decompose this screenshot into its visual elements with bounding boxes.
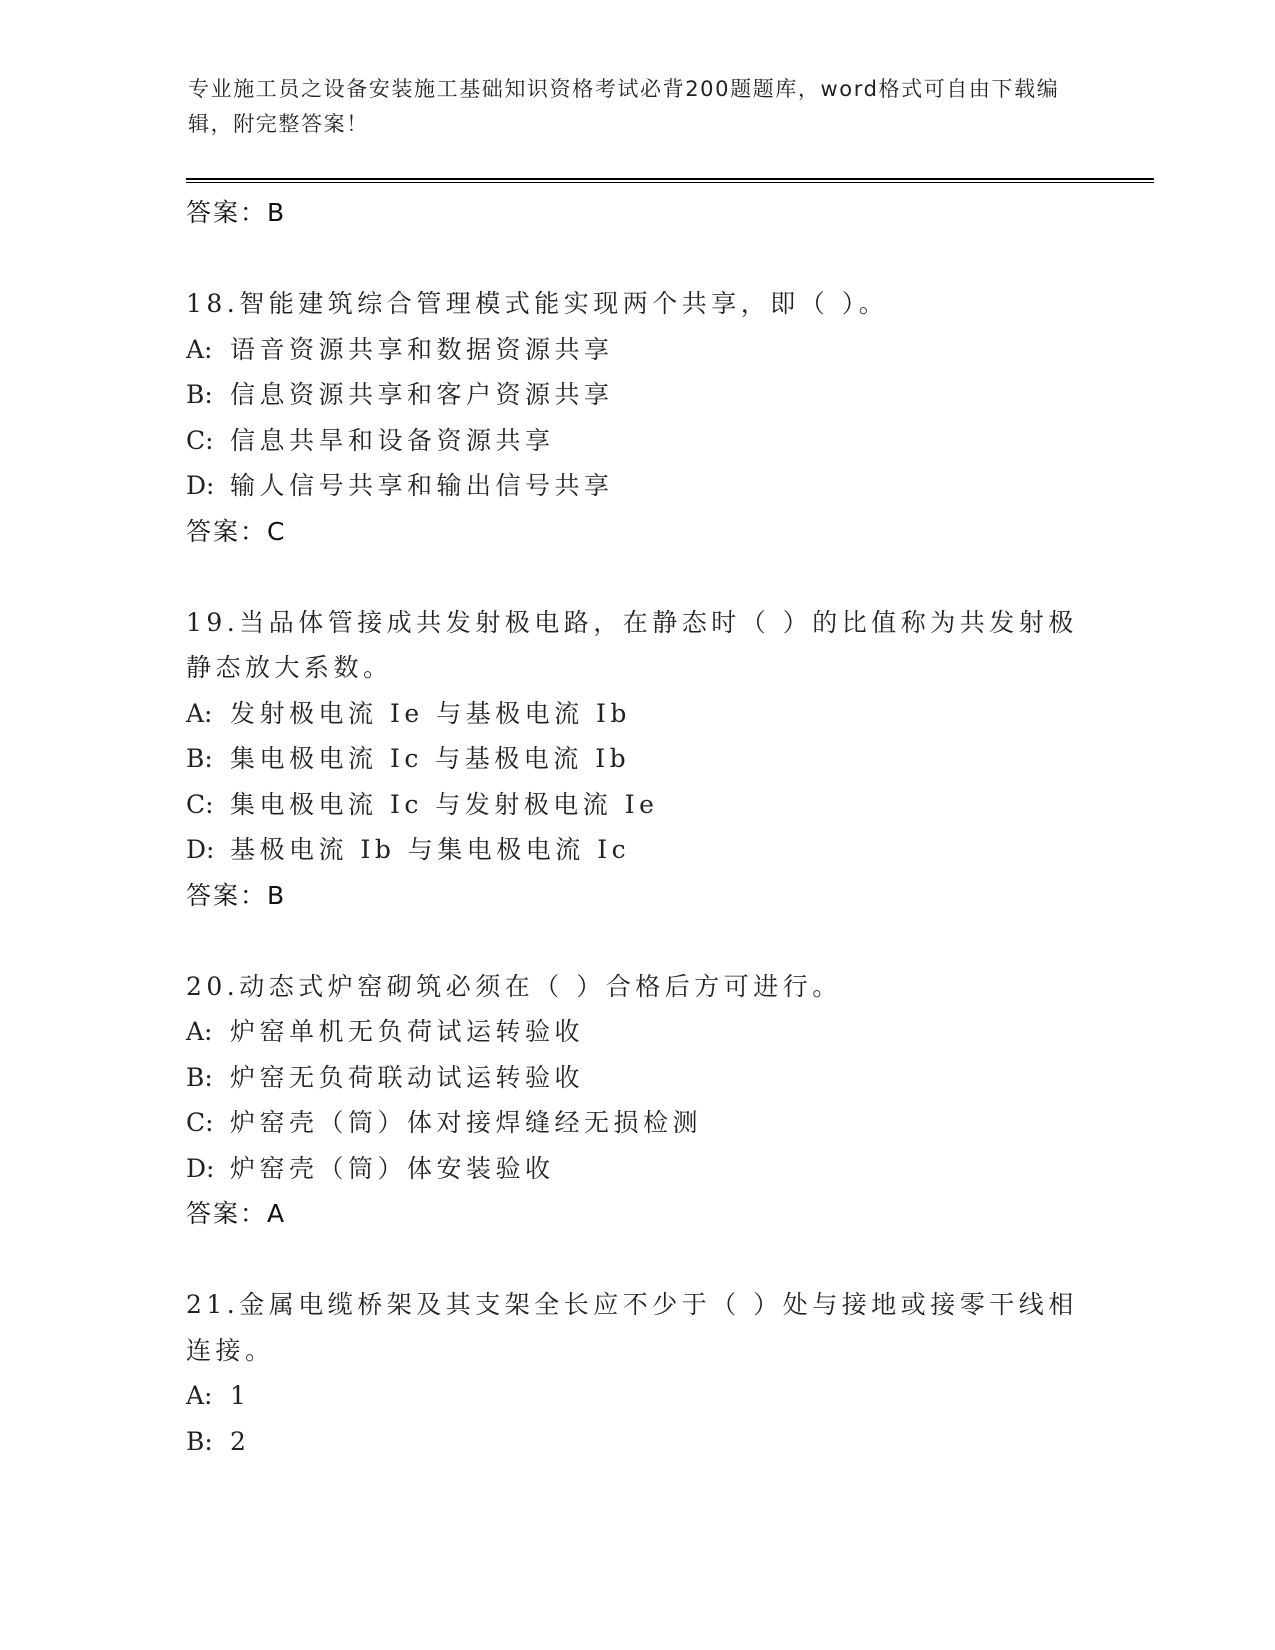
question-text: 20.动态式炉窑砌筑必须在（ ）合格后方可进行。 [186, 971, 842, 1001]
option-text: 集电极电流 Ic 与发射极电流 Ie [230, 789, 659, 819]
option-b [186, 736, 1086, 782]
option-text: 语音资源共享和数据资源共享 [230, 334, 614, 364]
question-text: 18.智能建筑综合管理模式能实现两个共享，即（ ）。 [186, 289, 889, 318]
option-label: A: [186, 1017, 213, 1046]
option-b [186, 1055, 1086, 1101]
option-text: 1 [230, 1381, 251, 1410]
option-b [186, 372, 1086, 418]
option-label: D: [186, 1153, 215, 1183]
question-item [186, 1282, 1086, 1464]
option-a [186, 691, 1086, 737]
option-text: 炉窑壳（筒）体安装验收 [230, 1153, 555, 1183]
option-c [186, 782, 1086, 828]
option-label: D: [186, 835, 215, 864]
option-d [186, 827, 1086, 873]
option-text: 集电极电流 Ic 与基极电流 Ib [230, 744, 631, 773]
option-text: 信息共旱和设备资源共享 [230, 425, 555, 455]
question-list [186, 190, 1086, 1464]
answer-line: 答案：A [186, 1199, 287, 1228]
question-text: 19.当品体管接成共发射极电路，在静态时（ ）的比值称为共发射极静态放大系数。 [186, 607, 1078, 682]
question-item [186, 600, 1086, 919]
option-c [186, 1100, 1086, 1146]
option-label: C: [186, 1108, 214, 1137]
option-label: C: [186, 425, 214, 455]
option-d [186, 1146, 1086, 1192]
option-c [186, 418, 1086, 464]
option-text: 发射极电流 Ie 与基极电流 Ib [230, 698, 631, 728]
option-label: B: [186, 380, 213, 409]
option-label: A: [186, 1381, 213, 1410]
option-label: B: [186, 744, 213, 773]
question-text: 21.金属电缆桥架及其支架全长应不少于（ ）处与接地或接零干线相连接。 [186, 1290, 1078, 1365]
option-d [186, 463, 1086, 509]
header-divider-thin [186, 182, 1154, 183]
option-label: A: [186, 698, 213, 728]
answer-line: 答案：C [186, 516, 287, 546]
option-text: 炉窑无负荷联动试运转验收 [230, 1062, 585, 1092]
option-text: 基极电流 Ib 与集电极电流 Ic [230, 835, 631, 864]
answer-line: 答案：B [186, 880, 287, 910]
option-a [186, 327, 1086, 373]
question-item [186, 964, 1086, 1238]
option-text: 炉窑壳（筒）体对接焊缝经无损检测 [230, 1108, 703, 1137]
option-label: C: [186, 789, 214, 819]
answer-line: 答案：B [186, 198, 287, 227]
option-a [186, 1373, 1086, 1419]
option-text: 信息资源共享和客户资源共享 [230, 380, 614, 409]
option-a [186, 1009, 1086, 1055]
header-divider [186, 178, 1154, 180]
option-label: B: [186, 1426, 213, 1456]
question-item [186, 281, 1086, 555]
option-text: 炉窑单机无负荷试运转验收 [230, 1017, 585, 1046]
option-text: 2 [230, 1426, 251, 1456]
option-label: A: [186, 334, 213, 364]
option-b [186, 1419, 1086, 1465]
document-header: 专业施工员之设备安装施工基础知识资格考试必背200题题库，word格式可自由下载编辑，附完整答案！ [188, 77, 1060, 136]
option-label: B: [186, 1062, 213, 1092]
option-text: 输人信号共享和输出信号共享 [230, 471, 614, 500]
option-label: D: [186, 471, 215, 500]
